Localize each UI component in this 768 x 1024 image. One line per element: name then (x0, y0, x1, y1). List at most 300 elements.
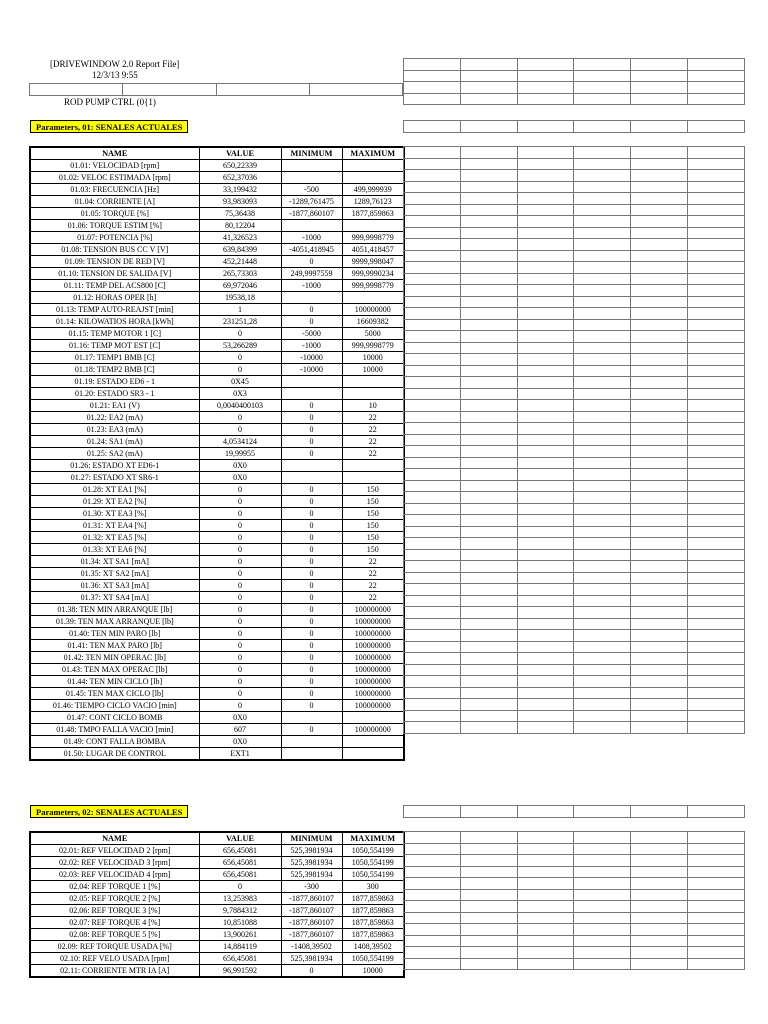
table-row (30, 592, 404, 604)
table-row (30, 256, 404, 268)
param-minimum-cell (281, 220, 342, 232)
param-name-cell: 02.09: REF TORQUE USADA [%] (30, 941, 199, 953)
param-name-cell: 01.49: CONT FALLA BOMBA (30, 736, 199, 748)
table-row (30, 352, 404, 364)
param-name-cell: 01.35: XT SA2 [mA] (30, 568, 199, 580)
param-value-cell: 231251,28 (199, 316, 281, 328)
col-header-name: NAME (30, 147, 199, 160)
table-row (30, 845, 404, 857)
param-value-cell: 53,266289 (199, 340, 281, 352)
param-name-cell: 02.08: REF TORQUE 5 [%] (30, 929, 199, 941)
param-value-cell: 80,12204 (199, 220, 281, 232)
table-row (30, 472, 404, 484)
right-grid-top (403, 58, 745, 105)
drive-name: ROD PUMP CTRL (0{1) (64, 97, 156, 107)
param-minimum-cell: -1877,860107 (281, 929, 342, 941)
param-maximum-cell: 1050,554199 (342, 953, 404, 965)
col-header-name: NAME (30, 832, 199, 845)
param-maximum-cell: 100000000 (342, 664, 404, 676)
param-value-cell: 19538,18 (199, 292, 281, 304)
param-value-cell: 639,84399 (199, 244, 281, 256)
table-row (30, 580, 404, 592)
param-name-cell: 01.43: TEN MAX OPERAC [lb] (30, 664, 199, 676)
table-row (30, 965, 404, 978)
table-row (30, 424, 404, 436)
param-name-cell: 01.21: EA1 (V) (30, 400, 199, 412)
report-date: 12/3/13 9:55 (92, 70, 138, 80)
table-row (30, 376, 404, 388)
table-row (30, 484, 404, 496)
param-minimum-cell: 0 (281, 664, 342, 676)
param-value-cell: 656,45081 (199, 953, 281, 965)
table-row (30, 881, 404, 893)
param-name-cell: 01.25: SA2 (mA) (30, 448, 199, 460)
param-value-cell: 9,7884312 (199, 905, 281, 917)
param-name-cell: 01.40: TEN MIN PARO [lb] (30, 628, 199, 640)
param-minimum-cell: 0 (281, 496, 342, 508)
param-maximum-cell: 100000000 (342, 628, 404, 640)
table-row (30, 208, 404, 220)
param-maximum-cell: 1289,76123 (342, 196, 404, 208)
param-minimum-cell: 525,3981934 (281, 953, 342, 965)
param-minimum-cell: 0 (281, 604, 342, 616)
param-name-cell: 01.11: TEMP DEL ACS800 [C] (30, 280, 199, 292)
param-minimum-cell: -1000 (281, 232, 342, 244)
param-maximum-cell: 499,999939 (342, 184, 404, 196)
param-name-cell: 01.05: TORQUE [%] (30, 208, 199, 220)
param-value-cell: 0 (199, 580, 281, 592)
param-value-cell: 265,73303 (199, 268, 281, 280)
param-maximum-cell: 150 (342, 496, 404, 508)
param-value-cell: 10,851088 (199, 917, 281, 929)
table-row (30, 640, 404, 652)
param-minimum-cell: 0 (281, 436, 342, 448)
report-title: [DRIVEWINDOW 2.0 Report File] (50, 59, 180, 69)
param-minimum-cell: 0 (281, 652, 342, 664)
param-maximum-cell: 22 (342, 448, 404, 460)
table-row (30, 712, 404, 724)
param-maximum-cell: 22 (342, 580, 404, 592)
col-header-maximum: MAXIMUM (342, 832, 404, 845)
table-row (30, 364, 404, 376)
param-value-cell: 0 (199, 352, 281, 364)
col-header-minimum: MINIMUM (281, 832, 342, 845)
param-name-cell: 01.44: TEN MIN CICLO [lb] (30, 676, 199, 688)
param-name-cell: 01.47: CONT CICLO BOMB (30, 712, 199, 724)
param-name-cell: 01.36: XT SA3 [mA] (30, 580, 199, 592)
param-name-cell: 02.06: REF TORQUE 3 [%] (30, 905, 199, 917)
param-minimum-cell: 0 (281, 628, 342, 640)
param-name-cell: 01.42: TEN MIN OPERAC [lb] (30, 652, 199, 664)
param-minimum-cell: 0 (281, 724, 342, 736)
param-maximum-cell: 150 (342, 484, 404, 496)
param-name-cell: 02.02: REF VELOCIDAD 3 [rpm] (30, 857, 199, 869)
param-minimum-cell (281, 160, 342, 172)
param-value-cell: 13,900261 (199, 929, 281, 941)
param-name-cell: 01.32: XT EA5 [%] (30, 532, 199, 544)
param-minimum-cell: -1289,761475 (281, 196, 342, 208)
param-maximum-cell: 4051,418457 (342, 244, 404, 256)
param-minimum-cell: 0 (281, 544, 342, 556)
param-minimum-cell: 0 (281, 640, 342, 652)
param-value-cell: 0 (199, 604, 281, 616)
table-row (30, 244, 404, 256)
table-row (30, 652, 404, 664)
param-name-cell: 01.14: KILOWATIOS HORA [kWh] (30, 316, 199, 328)
table-row (30, 304, 404, 316)
param-minimum-cell: 0 (281, 316, 342, 328)
table-row (30, 172, 404, 184)
param-value-cell: 0 (199, 628, 281, 640)
table-row (30, 412, 404, 424)
param-name-cell: 02.05: REF TORQUE 2 [%] (30, 893, 199, 905)
param-value-cell: 41,326523 (199, 232, 281, 244)
param-name-cell: 01.12: HORAS OPER [h] (30, 292, 199, 304)
param-value-cell: 452,21448 (199, 256, 281, 268)
param-value-cell: 0 (199, 484, 281, 496)
table-row (30, 532, 404, 544)
table-header-row (30, 832, 404, 845)
param-minimum-cell: -1408,39502 (281, 941, 342, 953)
param-name-cell: 01.27: ESTADO XT SR6-1 (30, 472, 199, 484)
table-row (30, 280, 404, 292)
param-maximum-cell: 22 (342, 568, 404, 580)
table-row (30, 953, 404, 965)
param-name-cell: 01.26: ESTADO XT ED6-1 (30, 460, 199, 472)
param-maximum-cell: 999,9990234 (342, 268, 404, 280)
table-row (30, 941, 404, 953)
param-minimum-cell (281, 736, 342, 748)
param-maximum-cell: 100000000 (342, 616, 404, 628)
param-maximum-cell: 10000 (342, 364, 404, 376)
param-value-cell: 0 (199, 328, 281, 340)
param-value-cell: 96,991592 (199, 965, 281, 978)
param-maximum-cell: 150 (342, 544, 404, 556)
param-maximum-cell: 10 (342, 400, 404, 412)
param-maximum-cell: 100000000 (342, 700, 404, 712)
param-name-cell: 02.01: REF VELOCIDAD 2 [rpm] (30, 845, 199, 857)
param-name-cell: 01.28: XT EA1 [%] (30, 484, 199, 496)
param-maximum-cell: 100000000 (342, 676, 404, 688)
col-header-maximum: MAXIMUM (342, 147, 404, 160)
param-maximum-cell (342, 376, 404, 388)
table-row (30, 929, 404, 941)
param-maximum-cell: 100000000 (342, 604, 404, 616)
param-maximum-cell: 5000 (342, 328, 404, 340)
param-value-cell: 0 (199, 616, 281, 628)
param-maximum-cell: 22 (342, 436, 404, 448)
table-row (30, 676, 404, 688)
param-value-cell: 652,37036 (199, 172, 281, 184)
table-row (30, 196, 404, 208)
param-maximum-cell: 1050,554199 (342, 845, 404, 857)
param-name-cell: 01.09: TENSION DE RED [V] (30, 256, 199, 268)
param-value-cell: 656,45081 (199, 857, 281, 869)
table-row (30, 160, 404, 172)
param-minimum-cell: -4051,418945 (281, 244, 342, 256)
table-row (30, 328, 404, 340)
param-minimum-cell: -300 (281, 881, 342, 893)
param-minimum-cell: 0 (281, 412, 342, 424)
param-minimum-cell: 0 (281, 568, 342, 580)
param-minimum-cell: 0 (281, 520, 342, 532)
param-value-cell: 0 (199, 640, 281, 652)
table-row (30, 616, 404, 628)
param-minimum-cell: -500 (281, 184, 342, 196)
param-minimum-cell: -1877,860107 (281, 905, 342, 917)
param-name-cell: 01.30: XT EA3 [%] (30, 508, 199, 520)
param-maximum-cell: 999,9998779 (342, 340, 404, 352)
param-name-cell: 01.15: TEMP MOTOR 1 [C] (30, 328, 199, 340)
right-grid-section2 (403, 831, 745, 970)
param-value-cell: 0 (199, 556, 281, 568)
param-maximum-cell: 999,9998779 (342, 232, 404, 244)
param-value-cell: 0 (199, 881, 281, 893)
param-name-cell: 01.39: TEN MAX ARRANQUE [lb] (30, 616, 199, 628)
param-minimum-cell (281, 376, 342, 388)
param-value-cell: 33,199432 (199, 184, 281, 196)
table-row (30, 220, 404, 232)
param-minimum-cell: -10000 (281, 364, 342, 376)
param-minimum-cell: 0 (281, 508, 342, 520)
param-minimum-cell: 0 (281, 448, 342, 460)
param-minimum-cell: -1000 (281, 340, 342, 352)
param-maximum-cell (342, 220, 404, 232)
param-maximum-cell: 1050,554199 (342, 857, 404, 869)
param-name-cell: 01.46: TIEMPO CICLO VACIO [min] (30, 700, 199, 712)
param-value-cell: 0 (199, 520, 281, 532)
param-value-cell: 75,36438 (199, 208, 281, 220)
param-value-cell: 0 (199, 700, 281, 712)
table-row (30, 316, 404, 328)
table-row (30, 184, 404, 196)
param-name-cell: 01.34: XT SA1 [mA] (30, 556, 199, 568)
param-name-cell: 02.10: REF VELO USADA [rpm] (30, 953, 199, 965)
param-minimum-cell (281, 292, 342, 304)
param-name-cell: 01.07: POTENCIA [%] (30, 232, 199, 244)
table-row (30, 436, 404, 448)
param-maximum-cell: 100000000 (342, 304, 404, 316)
param-maximum-cell: 9999,998047 (342, 256, 404, 268)
param-value-cell: 656,45081 (199, 869, 281, 881)
param-value-cell: 0 (199, 652, 281, 664)
param-minimum-cell: 0 (281, 304, 342, 316)
param-minimum-cell (281, 748, 342, 761)
section-title-02: Parameters, 02: SENALES ACTUALES (30, 805, 188, 818)
param-name-cell: 01.41: TEN MAX PARO [lb] (30, 640, 199, 652)
param-value-cell: 0,0040400103 (199, 400, 281, 412)
param-maximum-cell: 22 (342, 412, 404, 424)
param-name-cell: 01.18: TEMP2 BMB [C] (30, 364, 199, 376)
param-name-cell: 02.11: CORRIENTE MTR IA [A] (30, 965, 199, 978)
right-grid-section1 (403, 146, 745, 734)
param-minimum-cell: 0 (281, 484, 342, 496)
param-maximum-cell: 10000 (342, 965, 404, 978)
param-value-cell: 0 (199, 364, 281, 376)
param-maximum-cell: 1877,859863 (342, 917, 404, 929)
param-name-cell: 01.23: EA3 (mA) (30, 424, 199, 436)
param-name-cell: 01.48: TMPO FALLA VACIO [min] (30, 724, 199, 736)
param-value-cell: 13,253983 (199, 893, 281, 905)
col-header-minimum: MINIMUM (281, 147, 342, 160)
param-maximum-cell: 1408,39502 (342, 941, 404, 953)
param-value-cell: 0 (199, 544, 281, 556)
param-name-cell: 01.10: TENSION DE SALIDA [V] (30, 268, 199, 280)
table-row (30, 292, 404, 304)
param-minimum-cell: -1877,860107 (281, 917, 342, 929)
param-minimum-cell: 0 (281, 676, 342, 688)
param-minimum-cell: 0 (281, 532, 342, 544)
param-minimum-cell (281, 388, 342, 400)
right-grid-section1-title (403, 120, 745, 133)
param-name-cell: 01.08: TENSION BUS CC V [V] (30, 244, 199, 256)
param-minimum-cell: 0 (281, 592, 342, 604)
table-row (30, 448, 404, 460)
table-row (30, 544, 404, 556)
param-name-cell: 01.03: FRECUENCIA [Hz] (30, 184, 199, 196)
param-value-cell: EXT1 (199, 748, 281, 761)
param-name-cell: 01.22: EA2 (mA) (30, 412, 199, 424)
param-name-cell: 01.13: TEMP AUTO-REAJST [min] (30, 304, 199, 316)
param-minimum-cell: 525,3981934 (281, 869, 342, 881)
header-empty-row (29, 83, 403, 96)
param-value-cell: 0 (199, 676, 281, 688)
param-minimum-cell: 0 (281, 965, 342, 978)
param-minimum-cell (281, 172, 342, 184)
param-value-cell: 0 (199, 664, 281, 676)
param-minimum-cell: -1000 (281, 280, 342, 292)
table-row (30, 917, 404, 929)
table-row (30, 604, 404, 616)
param-maximum-cell (342, 712, 404, 724)
param-value-cell: 650,22339 (199, 160, 281, 172)
param-minimum-cell: 249,9997559 (281, 268, 342, 280)
param-name-cell: 01.31: XT EA4 [%] (30, 520, 199, 532)
param-minimum-cell: 0 (281, 256, 342, 268)
param-name-cell: 01.45: TEN MAX CICLO [lb] (30, 688, 199, 700)
param-maximum-cell: 1877,859863 (342, 893, 404, 905)
param-maximum-cell: 100000000 (342, 652, 404, 664)
param-name-cell: 01.04: CORRIENTE [A] (30, 196, 199, 208)
param-value-cell: 0X0 (199, 736, 281, 748)
param-value-cell: 656,45081 (199, 845, 281, 857)
param-name-cell: 01.38: TEN MIN ARRANQUE [lb] (30, 604, 199, 616)
param-maximum-cell: 1877,859863 (342, 929, 404, 941)
param-name-cell: 01.37: XT SA4 [mA] (30, 592, 199, 604)
param-value-cell: 0 (199, 496, 281, 508)
param-maximum-cell (342, 388, 404, 400)
table-row (30, 869, 404, 881)
param-maximum-cell: 150 (342, 532, 404, 544)
table-row (30, 857, 404, 869)
table-row (30, 905, 404, 917)
parameters-table-01 (29, 146, 405, 761)
table-row (30, 268, 404, 280)
param-maximum-cell (342, 292, 404, 304)
param-maximum-cell: 16609382 (342, 316, 404, 328)
param-name-cell: 01.33: XT EA6 [%] (30, 544, 199, 556)
param-value-cell: 0 (199, 688, 281, 700)
param-name-cell: 01.01: VELOCIDAD [rpm] (30, 160, 199, 172)
table-row (30, 688, 404, 700)
param-value-cell: 0X0 (199, 472, 281, 484)
param-maximum-cell: 10000 (342, 352, 404, 364)
param-maximum-cell (342, 172, 404, 184)
param-value-cell: 0 (199, 424, 281, 436)
param-value-cell: 0 (199, 412, 281, 424)
param-minimum-cell: 0 (281, 424, 342, 436)
param-name-cell: 02.04: REF TORQUE 1 [%] (30, 881, 199, 893)
param-maximum-cell: 22 (342, 556, 404, 568)
param-value-cell: 4,0534124 (199, 436, 281, 448)
section-title-01: Parameters, 01: SENALES ACTUALES (30, 120, 188, 133)
param-value-cell: 607 (199, 724, 281, 736)
table-row (30, 232, 404, 244)
param-maximum-cell: 150 (342, 508, 404, 520)
right-grid-section2-title (403, 805, 745, 818)
param-name-cell: 02.07: REF TORQUE 4 [%] (30, 917, 199, 929)
param-maximum-cell (342, 748, 404, 761)
param-minimum-cell: 0 (281, 580, 342, 592)
param-minimum-cell (281, 472, 342, 484)
param-value-cell: 0 (199, 532, 281, 544)
param-minimum-cell: 525,3981934 (281, 857, 342, 869)
param-minimum-cell: 0 (281, 400, 342, 412)
table-row (30, 520, 404, 532)
table-row (30, 388, 404, 400)
param-value-cell: 0 (199, 592, 281, 604)
param-name-cell: 02.03: REF VELOCIDAD 4 [rpm] (30, 869, 199, 881)
table-row (30, 400, 404, 412)
table-row (30, 568, 404, 580)
param-name-cell: 01.29: XT EA2 [%] (30, 496, 199, 508)
param-maximum-cell: 300 (342, 881, 404, 893)
param-maximum-cell (342, 736, 404, 748)
param-value-cell: 69,972046 (199, 280, 281, 292)
param-name-cell: 01.20: ESTADO SR3 - 1 (30, 388, 199, 400)
table-row (30, 556, 404, 568)
table-header-row (30, 147, 404, 160)
param-value-cell: 19,99955 (199, 448, 281, 460)
col-header-value: VALUE (199, 832, 281, 845)
param-maximum-cell: 150 (342, 520, 404, 532)
param-value-cell: 1 (199, 304, 281, 316)
param-maximum-cell: 22 (342, 592, 404, 604)
table-row (30, 496, 404, 508)
param-value-cell: 93,983093 (199, 196, 281, 208)
param-maximum-cell: 22 (342, 424, 404, 436)
param-name-cell: 01.24: SA1 (mA) (30, 436, 199, 448)
param-maximum-cell: 1877,859863 (342, 905, 404, 917)
table-row (30, 748, 404, 761)
param-name-cell: 01.19: ESTADO ED6 - 1 (30, 376, 199, 388)
table-row (30, 736, 404, 748)
table-row (30, 628, 404, 640)
param-minimum-cell: 0 (281, 700, 342, 712)
param-maximum-cell (342, 460, 404, 472)
param-value-cell: 0X45 (199, 376, 281, 388)
param-minimum-cell: 0 (281, 616, 342, 628)
param-maximum-cell (342, 472, 404, 484)
parameters-table-02 (29, 831, 405, 978)
param-maximum-cell: 999,9998779 (342, 280, 404, 292)
table-row (30, 508, 404, 520)
table-row (30, 460, 404, 472)
table-row (30, 340, 404, 352)
param-maximum-cell: 1877,859863 (342, 208, 404, 220)
param-name-cell: 01.06: TORQUE ESTIM [%] (30, 220, 199, 232)
table-row (30, 724, 404, 736)
